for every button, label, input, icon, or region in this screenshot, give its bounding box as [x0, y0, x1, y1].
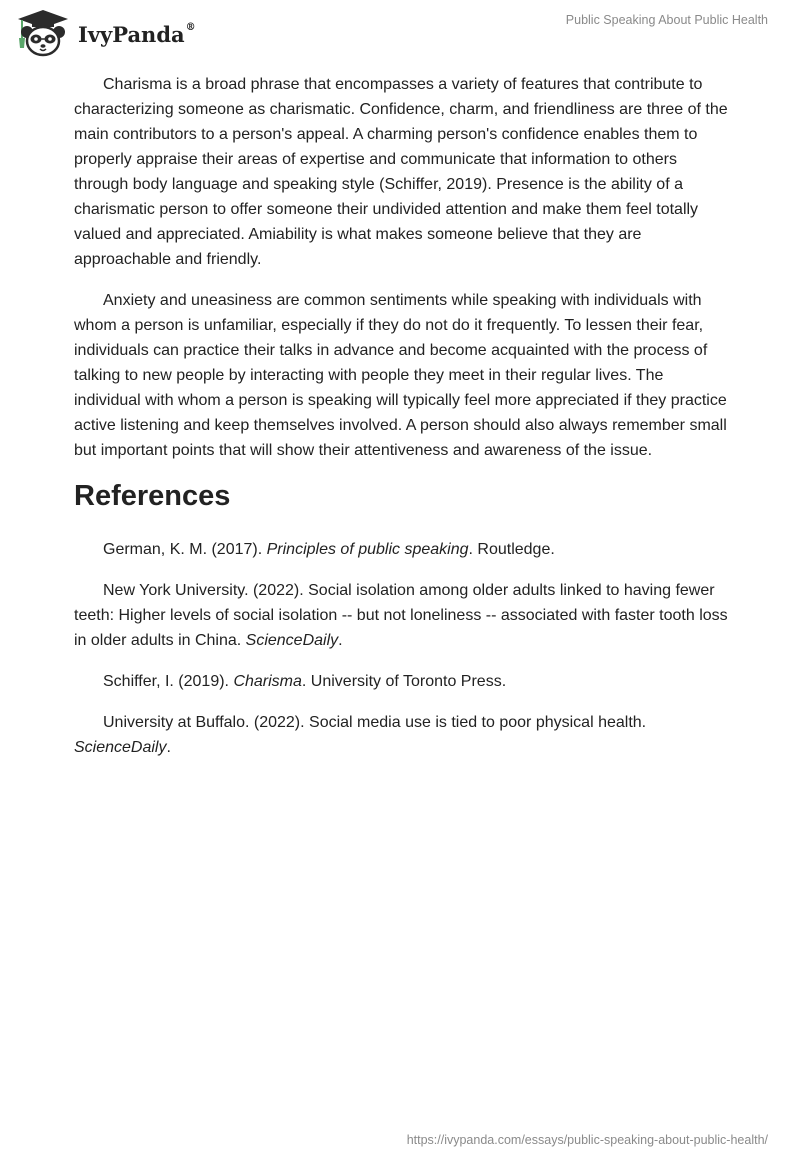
source-url-link[interactable]: https://ivypanda.com/essays/public-speaking-about-public-health/: [406, 1133, 768, 1147]
logo-wordmark: [78, 22, 196, 47]
document-title: Public Speaking About Public Health: [565, 13, 768, 27]
registered-mark: ®: [185, 21, 196, 33]
reference-entry: Schiffer, I. (2019). Charisma. University of Toronto Press.: [103, 673, 507, 690]
reference-entry: University at Buffalo. (2022). Social media use is tied to poor physical health. ScienceDaily.: [74, 714, 647, 756]
ivypanda-logo[interactable]: [14, 8, 196, 58]
body-paragraph: Charisma is a broad phrase that encompasses a variety of features that contribute to characterizing someone as charismatic. Confidence, charm, and friendliness are three of the main contributors to a person's appeal. A charming person's confidence enables them to properly appraise their areas of expertise and communicate that information to others through body language and speaking style (Schiffer, 2019). Presence is the ability of a charismatic person to offer someone their undivided attention and make them feel totally valued and appreciated. Amiability is what makes someone believe that they are approachable and friendly.: [74, 76, 728, 268]
essay-content: [74, 72, 730, 776]
reference-entry: New York University. (2022). Social isolation among older adults linked to having fewer teeth: Higher levels of social isolation -- but not loneliness -- associated with faster tooth loss in older adults in China. ScienceDaily.: [74, 582, 728, 649]
page-header: [0, 0, 800, 70]
logo-text: IvyPanda: [78, 21, 185, 47]
body-paragraph: Anxiety and uneasiness are common sentiments while speaking with individuals with whom a person is unfamiliar, especially if they do not do it frequently. To lessen their fear, individuals can practice their talks in advance and become acquainted with the process of talking to new people by interacting with people they meet in their regular lives. The individual with whom a person is speaking will typically feel more appreciated if they practice active listening and keep themselves involved. A person should also always remember small but important points that will show their attentiveness and awareness of the issue.: [74, 292, 727, 459]
panda-graduate-icon: [14, 8, 72, 58]
references-heading: References: [74, 480, 231, 512]
reference-entry: German, K. M. (2017). Principles of public speaking. Routledge.: [103, 541, 555, 558]
